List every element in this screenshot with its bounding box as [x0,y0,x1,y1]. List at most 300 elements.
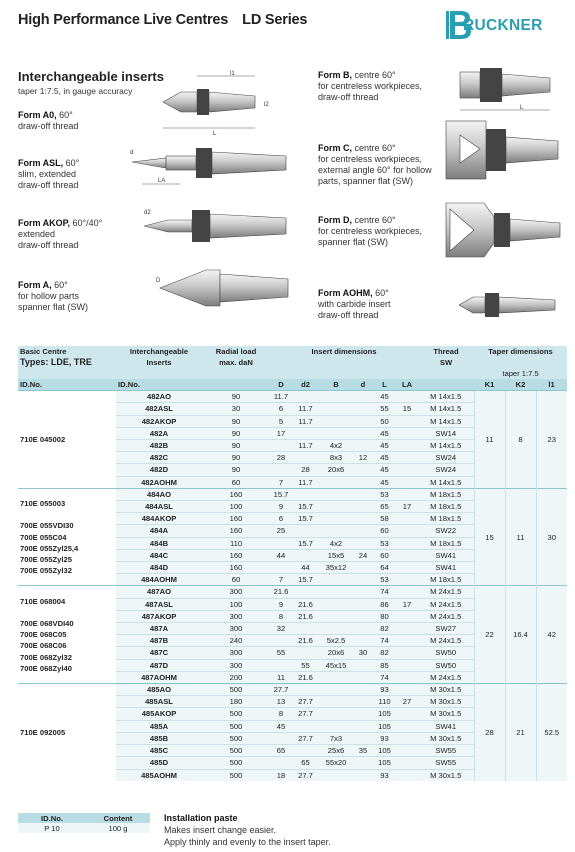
table-cell: 64 [373,562,396,574]
table-cell [319,598,353,610]
table-cell: M 30x1.5 [418,732,474,744]
basic-centre-id: 700E 068C06 [20,641,67,651]
taper-k1-cell: 11 [474,391,505,489]
table-cell: 180 [202,696,270,708]
table-cell [270,440,292,452]
table-cell [319,391,353,403]
insert-id-cell: 487D [116,659,202,671]
basic-centre-id: 700E 055VDI30 [20,521,74,531]
table-row [18,586,567,598]
table-cell: 21.6 [292,635,319,647]
svg-text:l2: l2 [264,102,269,108]
table-cell [353,501,373,513]
table-cell: 18 [270,769,292,781]
table-cell: M 18x1.5 [418,488,474,500]
table-cell: 65 [270,745,292,757]
table-cell [353,598,373,610]
table-cell: 53 [373,574,396,586]
table-header-row-2: ID.No. ID.No. D d2 B d L LA K1 K2 l1 [18,379,567,391]
table-cell: 21.6 [292,671,319,683]
table-cell: 11.7 [292,415,319,427]
table-cell [292,427,319,439]
table-cell: 500 [202,769,270,781]
taper-k2-cell: 8 [505,391,536,489]
table-cell: 110 [202,537,270,549]
insert-id-cell: 487AOHM [116,671,202,683]
table-cell: 4x2 [319,537,353,549]
table-cell: 17 [396,598,418,610]
table-cell [353,732,373,744]
basic-centre-id: 710E 055003 [20,498,66,508]
table-cell: 20x6 [319,464,353,476]
table-cell [396,623,418,635]
table-cell [353,476,373,488]
taper-k2-cell: 21 [505,684,536,781]
table-cell [353,684,373,696]
form-b-description: Form B, centre 60° for centreless workpieces, draw-off thread [318,70,423,102]
table-cell: M 18x1.5 [418,513,474,525]
table-cell [396,391,418,403]
table-cell: 100 [202,598,270,610]
table-cell: 7 [270,574,292,586]
table-cell: 27.7 [292,696,319,708]
table-header-row-1 [18,346,567,379]
table-cell: 60 [373,549,396,561]
table-cell: 4x2 [319,440,353,452]
table-cell [319,427,353,439]
table-cell: 45 [373,427,396,439]
table-cell [353,525,373,537]
paste-table: ID.No. Content P 10 100 g [18,813,150,833]
insert-id-cell: 484AOHM [116,574,202,586]
table-cell: 27 [396,696,418,708]
table-cell: 86 [373,598,396,610]
table-cell [353,635,373,647]
table-cell: 15 [396,403,418,415]
table-cell: 11.7 [270,391,292,403]
table-cell: 13 [270,696,292,708]
table-cell [396,415,418,427]
table-cell: 82 [373,623,396,635]
insert-id-cell: 482B [116,440,202,452]
table-cell: 8x3 [319,452,353,464]
table-cell [396,427,418,439]
form-b-drawing [450,60,560,115]
table-cell [353,513,373,525]
insert-id-cell: 484AKOP [116,513,202,525]
table-cell [292,549,319,561]
table-cell: 27.7 [292,708,319,720]
table-cell [292,391,319,403]
table-cell [270,635,292,647]
table-cell: 93 [373,732,396,744]
basic-centre-id: 700E 068Zyl32 [20,652,72,662]
basic-centre-id: 700E 068VDI40 [20,618,74,628]
table-cell: M 14x1.5 [418,415,474,427]
basic-centre-id: 710E 045002 [20,434,66,444]
table-cell: 105 [373,757,396,769]
table-cell [353,720,373,732]
table-cell [353,415,373,427]
table-cell: 300 [202,647,270,659]
table-cell: 90 [202,427,270,439]
taper-k1-cell: 28 [474,684,505,781]
table-cell: 9 [270,501,292,513]
table-cell: 500 [202,757,270,769]
table-cell [353,391,373,403]
table-cell: 500 [202,732,270,744]
basic-centre-id: 700E 055Zyl32 [20,566,72,576]
table-cell [270,659,292,671]
table-cell: 160 [202,549,270,561]
table-cell: 55 [270,647,292,659]
paste-note: Installation paste Makes insert change easier. Apply thinly and evenly to the insert taper. [164,813,331,847]
page-title [18,12,307,28]
table-cell: SW27 [418,623,474,635]
insert-id-cell: 485B [116,732,202,744]
logo-text: RUCKNER [463,17,543,34]
table-cell: 8 [270,708,292,720]
table-cell [353,586,373,598]
table-cell: 53 [373,537,396,549]
table-cell: 90 [202,452,270,464]
table-cell: 15.7 [270,488,292,500]
basic-centre-id: 700E 055C04 [20,532,67,542]
table-cell: 11.7 [292,440,319,452]
table-cell: M 24x1.5 [418,586,474,598]
table-cell: 5x2.5 [319,635,353,647]
table-cell: 93 [373,769,396,781]
table-row [18,684,567,696]
table-cell: SW24 [418,452,474,464]
insert-id-cell: 485AO [116,684,202,696]
table-cell: 110 [373,696,396,708]
table-cell: 55x20 [319,757,353,769]
form-aohm-drawing [455,285,565,325]
form-asl-description: Form ASL, 60° slim, extended draw-off thread [18,158,80,190]
table-cell: 7x3 [319,732,353,744]
table-cell [353,623,373,635]
table-cell [396,440,418,452]
table-cell: SW24 [418,464,474,476]
form-a0-drawing [155,68,305,140]
table-cell: 105 [373,745,396,757]
table-cell [396,757,418,769]
table-cell: 500 [202,745,270,757]
table-cell [396,574,418,586]
table-cell [353,488,373,500]
form-a0-description: Form A0, 60° draw-off thread [18,110,79,131]
table-cell: 105 [373,708,396,720]
svg-text:LA: LA [158,178,166,184]
table-cell: 27.7 [270,684,292,696]
table-cell [396,659,418,671]
table-cell: M 30x1.5 [418,696,474,708]
table-row [18,488,567,500]
table-cell: 500 [202,720,270,732]
table-cell: 45x15 [319,659,353,671]
table-cell [396,549,418,561]
table-cell: 28 [292,464,319,476]
insert-id-cell: 482A [116,427,202,439]
table-cell: 7 [270,476,292,488]
table-cell: 58 [373,513,396,525]
table-cell: 60 [202,574,270,586]
basic-centre-id: 700E 068Zyl40 [20,663,72,673]
basic-centre-id: 710E 092005 [20,727,66,737]
table-cell [319,574,353,586]
table-cell [353,562,373,574]
table-cell: 21.6 [292,610,319,622]
table-cell: 200 [202,671,270,683]
table-cell: 24 [353,549,373,561]
table-cell: M 18x1.5 [418,574,474,586]
table-cell: 105 [373,720,396,732]
table-cell: 44 [270,549,292,561]
table-cell: 30 [353,647,373,659]
table-cell [270,464,292,476]
table-cell: 74 [373,635,396,647]
table-cell: SW55 [418,745,474,757]
table-cell [292,647,319,659]
basic-centre-id: 700E 055Zyl25,4 [20,543,79,553]
table-cell: 90 [202,415,270,427]
taper-l1-cell: 30 [536,488,567,586]
table-cell: M 30x1.5 [418,769,474,781]
insert-id-cell: 482AO [116,391,202,403]
insert-id-cell: 484C [116,549,202,561]
table-cell: 240 [202,635,270,647]
taper-l1-cell: 23 [536,391,567,489]
table-cell [319,476,353,488]
table-cell: SW14 [418,427,474,439]
insert-id-cell: 487ASL [116,598,202,610]
table-cell: 45 [373,452,396,464]
table-cell [396,635,418,647]
table-cell: 74 [373,671,396,683]
table-cell: 35x12 [319,562,353,574]
header-taper: Taper dimensions taper 1:7.5 [474,346,567,379]
table-cell: SW50 [418,659,474,671]
table-cell [353,769,373,781]
svg-text:d2: d2 [144,210,151,216]
table-cell: SW55 [418,757,474,769]
table-cell: 11 [270,671,292,683]
basic-centre-id: 700E 068C05 [20,630,67,640]
table-cell: 300 [202,610,270,622]
form-d-description: Form D, centre 60° for centreless workpieces, spanner flat (SW) [318,215,423,247]
table-cell [292,684,319,696]
table-cell: 55 [292,659,319,671]
table-cell: 6 [270,403,292,415]
table-cell [292,720,319,732]
table-cell: 93 [373,684,396,696]
table-cell [292,488,319,500]
table-cell: M 14x1.5 [418,403,474,415]
table-cell [396,525,418,537]
title-text: High Performance Live Centres [18,12,229,28]
table-cell [353,659,373,671]
table-cell [396,647,418,659]
table-cell: 17 [270,427,292,439]
table-cell: 160 [202,488,270,500]
table-cell [396,708,418,720]
table-cell [396,586,418,598]
basic-centre-cell [18,488,116,586]
basic-centre-id: 710E 068004 [20,596,66,606]
insert-id-cell: 484A [116,525,202,537]
table-cell: 15.7 [292,537,319,549]
insert-id-cell: 485D [116,757,202,769]
table-cell: 45 [270,720,292,732]
insert-id-cell: 482ASL [116,403,202,415]
table-cell: 60 [373,525,396,537]
table-cell: 30 [202,403,270,415]
taper-l1-cell: 42 [536,586,567,684]
table-cell [319,623,353,635]
insert-id-cell: 487C [116,647,202,659]
table-cell: 90 [202,464,270,476]
table-cell: M 14x1.5 [418,476,474,488]
table-cell [319,513,353,525]
table-cell: SW41 [418,562,474,574]
table-cell [396,769,418,781]
insert-id-cell: 487B [116,635,202,647]
table-cell: M 24x1.5 [418,671,474,683]
table-cell [319,610,353,622]
form-a-drawing [158,262,303,312]
table-cell: 27.7 [292,732,319,744]
table-cell: SW41 [418,720,474,732]
table-cell [353,574,373,586]
table-cell: M 30x1.5 [418,684,474,696]
table-cell [270,537,292,549]
form-aohm-description: Form AOHM, 60° with carbide insert draw-off thread [318,288,391,320]
svg-text:d: d [130,150,134,156]
header-radial: Radial load max. daN [202,346,270,379]
table-cell [396,671,418,683]
svg-text:L: L [520,105,524,111]
table-cell: 60 [202,476,270,488]
insert-id-cell: 487A [116,623,202,635]
table-cell [319,671,353,683]
insert-id-cell: 484AO [116,488,202,500]
table-cell: 500 [202,684,270,696]
table-cell: M 14x1.5 [418,440,474,452]
taper-k1-cell: 15 [474,488,505,586]
table-cell [270,562,292,574]
insert-id-cell: 485AKOP [116,708,202,720]
series-text: LD Series [242,12,308,28]
table-cell: 17 [396,501,418,513]
table-cell: 500 [202,708,270,720]
insert-id-cell: 485AOHM [116,769,202,781]
table-cell: 15.7 [292,574,319,586]
table-cell [319,684,353,696]
table-cell [353,403,373,415]
section-subtitle: taper 1:7.5, in gauge accuracy [18,86,133,96]
insert-id-cell: 485ASL [116,696,202,708]
insert-id-cell: 484D [116,562,202,574]
table-cell: 20x6 [319,647,353,659]
form-c-drawing [440,115,565,190]
table-cell [319,501,353,513]
table-cell [319,696,353,708]
table-cell: 8 [270,610,292,622]
basic-centre-cell [18,684,116,781]
table-cell: 12 [353,452,373,464]
table-cell: 21.6 [270,586,292,598]
table-cell [292,623,319,635]
table-cell [292,745,319,757]
table-cell: M 24x1.5 [418,635,474,647]
taper-k1-cell: 22 [474,586,505,684]
table-cell [396,684,418,696]
table-cell: 300 [202,623,270,635]
table-cell [353,440,373,452]
table-cell: 90 [202,391,270,403]
table-cell: 28 [270,452,292,464]
section-title: Interchangeable inserts [18,69,164,84]
header-thread: Thread SW [418,346,474,379]
table-cell [396,537,418,549]
table-cell: 300 [202,659,270,671]
insert-id-cell: 482D [116,464,202,476]
table-cell [270,732,292,744]
table-cell: 74 [373,586,396,598]
paste-content: 100 g [86,823,150,833]
insert-id-cell: 485C [116,745,202,757]
basic-centre-cell [18,586,116,684]
table-cell [353,708,373,720]
table-cell: 6 [270,513,292,525]
form-c-description: Form C, centre 60° for centreless workpieces, external angle 60° for hollow parts, spanner flat (SW) [318,143,432,186]
table-cell [319,708,353,720]
table-cell: 160 [202,513,270,525]
table-cell [319,586,353,598]
table-cell [353,696,373,708]
insert-id-cell: 487AO [116,586,202,598]
table-cell: 300 [202,586,270,598]
table-cell: 45 [373,464,396,476]
table-cell: 9 [270,598,292,610]
table-cell [396,562,418,574]
table-cell: 82 [373,647,396,659]
header-basic: Basic Centre Types: LDE, TRE [18,346,116,379]
table-cell: M 30x1.5 [418,708,474,720]
form-akop-drawing [140,200,305,250]
table-cell: M 14x1.5 [418,391,474,403]
table-cell: 11.7 [292,476,319,488]
table-cell [319,525,353,537]
table-cell: 160 [202,562,270,574]
insert-id-cell: 485A [116,720,202,732]
insert-id-cell: 482C [116,452,202,464]
table-row [18,391,567,403]
table-cell: 50 [373,415,396,427]
table-cell: M 18x1.5 [418,501,474,513]
header-inserts: Interchangeable Inserts [116,346,202,379]
table-cell: M 18x1.5 [418,537,474,549]
table-cell [396,452,418,464]
table-cell [353,757,373,769]
table-cell: 160 [202,525,270,537]
table-cell [396,745,418,757]
table-cell [396,610,418,622]
table-cell: 85 [373,659,396,671]
insert-id-cell: 484B [116,537,202,549]
table-cell [396,720,418,732]
